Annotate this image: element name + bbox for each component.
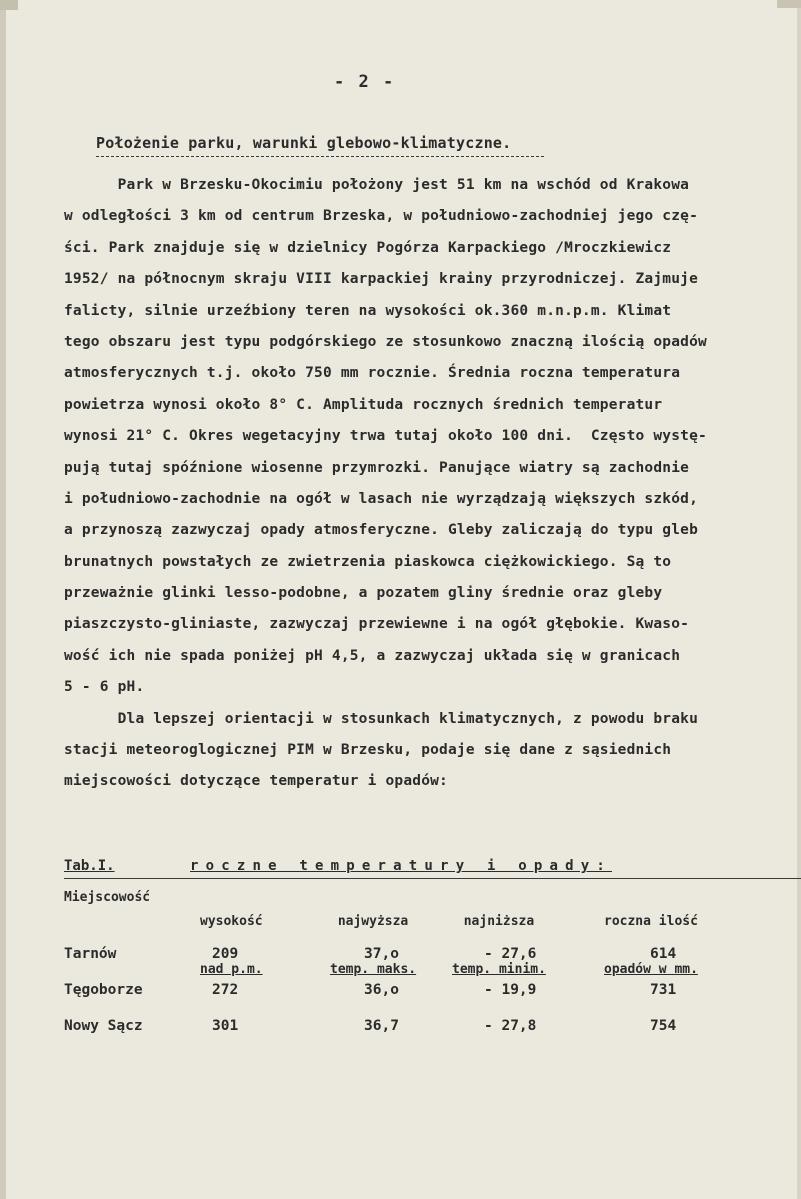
text-line: Dla lepszej orientacji w stosunkach klimatycznych, z powodu braku bbox=[64, 710, 699, 727]
text-line: miejscowości dotyczące temperatur i opadów: bbox=[64, 773, 448, 790]
text-line: pują tutaj spóźnione wiosenne przymrozki. Panujące wiatry są zachodnie bbox=[64, 459, 690, 476]
cell-place: Tęgoborze bbox=[64, 982, 143, 998]
header-precip-line2: opadów w mm. bbox=[604, 962, 698, 977]
text-line: faliсty, silnie urzeźbiony teren na wysokości ok.360 m.n.p.m. Klimat bbox=[64, 302, 672, 319]
table-row bbox=[64, 1018, 801, 1042]
text-line: tego obszaru jest typu podgórskiego ze stosunkowo znaczną ilością opadów bbox=[64, 333, 707, 350]
section-title: Położenie parku, warunki glebowo-klimatyczne. bbox=[96, 134, 512, 152]
text-line: ści. Park znajduje się w dzielnicy Pogórza Karpackiego /Mroczkiewicz bbox=[64, 239, 672, 256]
header-min-line2: temp. minim. bbox=[452, 962, 546, 977]
table-row bbox=[64, 982, 801, 1006]
title-underline bbox=[96, 156, 544, 157]
header-max-line2: temp. maks. bbox=[330, 962, 417, 977]
text-line: piaszczysto-gliniaste, zazwyczaj przewiewne i na ogół głębokie. Kwaso- bbox=[64, 616, 690, 633]
table-row bbox=[64, 946, 801, 970]
table-caption: Tab.I. bbox=[64, 858, 115, 874]
page-number: - 2 - bbox=[334, 72, 396, 92]
text-line: brunatnych powstałych ze zwietrzenia piaskowca ciężkowickiego. Są to bbox=[64, 553, 672, 570]
table-title: roczne temperatury i opady: bbox=[190, 858, 612, 874]
text-line: i południowo-zachodnie na ogół w lasach nie wyrządzają większych szkód, bbox=[64, 490, 699, 507]
body-text bbox=[64, 170, 799, 798]
cell-precipitation: 614 bbox=[650, 946, 677, 962]
page-edge-left bbox=[0, 0, 6, 1199]
header-max-line1: najwyższa bbox=[337, 914, 409, 929]
cell-min-temp: - 27,8 bbox=[484, 1018, 537, 1034]
cell-altitude: 272 bbox=[212, 982, 239, 998]
text-line: przeważnie glinki lesso-podobne, a pozatem gliny średnie oraz gleby bbox=[64, 585, 663, 602]
text-line: Park w Brzesku-Okocimiu położony jest 51 km na wschód od Krakowa bbox=[64, 177, 690, 193]
text-line: 5 - 6 pH. bbox=[64, 679, 145, 696]
cell-altitude: 209 bbox=[212, 946, 239, 962]
cell-precipitation: 731 bbox=[650, 982, 677, 998]
header-precip-line1: roczna ilość bbox=[604, 914, 698, 929]
text-line: atmosferycznych t.j. około 750 mm rocznie. Średnia roczna temperatura bbox=[64, 365, 681, 382]
cell-max-temp: 37,o bbox=[364, 946, 399, 962]
text-line: powietrza wynosi około 8° C. Amplituda rocznych średnich temperatur bbox=[64, 396, 663, 413]
cell-min-temp: - 27,6 bbox=[484, 946, 537, 962]
cell-place: Nowy Sącz bbox=[64, 1018, 143, 1034]
page-corner-top-right bbox=[777, 0, 801, 8]
text-line: stacji meteoroglogicznej PIM w Brzesku, podaje się dane z sąsiednich bbox=[64, 742, 672, 759]
text-line: w odległości 3 km od centrum Brzeska, w południowo-zachodniej jego czę- bbox=[64, 208, 699, 225]
text-line: a przynoszą zazwyczaj opady atmosferyczne. Gleby zaliczają do typu gleb bbox=[64, 522, 699, 539]
table-rule-top bbox=[64, 878, 801, 879]
text-line: 1952/ na północnym skraju VIII karpackiej krainy przyrodniczej. Zajmuje bbox=[64, 271, 699, 288]
cell-max-temp: 36,o bbox=[364, 982, 399, 998]
cell-max-temp: 36,7 bbox=[364, 1018, 399, 1034]
cell-precipitation: 754 bbox=[650, 1018, 677, 1034]
cell-min-temp: - 19,9 bbox=[484, 982, 537, 998]
cell-place: Tarnów bbox=[64, 946, 117, 962]
header-altitude-line1: wysokość bbox=[200, 914, 263, 929]
text-line: wość ich nie spada poniżej pH 4,5, a zazwyczaj układa się w granicach bbox=[64, 647, 681, 664]
cell-altitude: 301 bbox=[212, 1018, 239, 1034]
text-line: wynosi 21° C. Okres wegetacyjny trwa tutaj około 100 dni. Często wystę- bbox=[64, 428, 707, 445]
page-corner-top-left bbox=[0, 0, 18, 10]
header-place: Miejscowość bbox=[64, 890, 151, 905]
header-altitude-line2: nad p.m. bbox=[200, 962, 263, 977]
header-min-line1: najniższa bbox=[463, 914, 535, 929]
